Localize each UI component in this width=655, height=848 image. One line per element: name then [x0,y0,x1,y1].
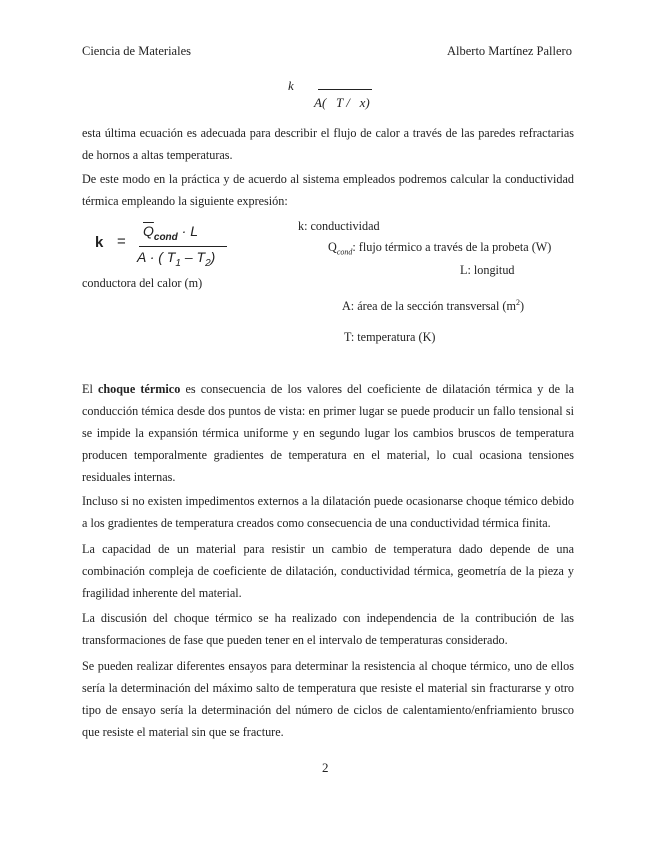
legend-l: L: longitud [460,263,515,277]
paragraph-3 [82,378,574,488]
paragraph-4: Incluso si no existen impedimentos externos a la dilatación puede ocasionarse choque témico debido a los gradientes de temperatura creados como consecuencia de una conductividad térmica finita. [82,494,574,530]
legend-a-sup: 2 [515,298,520,307]
formula-numerator [143,223,198,243]
equation-top-denominator: A( T / x) [314,95,370,110]
formula-den-sub2: 2 [205,257,211,269]
paragraph-2: De este modo en la práctica y de acuerdo al sistema empleados podremos calcular la conductividad térmica empleando la siguiente expresión: [82,172,574,208]
header-left: Ciencia de Materiales [82,44,191,58]
formula-den-a: A · ( T [137,249,176,265]
formula-den-mid: – T [180,249,206,265]
formula-denominator [137,249,215,269]
paragraph-1: esta última ecuación es adecuada para describir el flujo de calor a través de las paredes refractarias de hornos a altas temperaturas. [82,126,574,162]
conductivity-formula [95,222,230,270]
paragraph-6: La discusión del choque térmico se ha realizado con independencia de la contribución de las transformaciones de fase que pueden tener en el intervalo de temperaturas considerado. [82,611,574,647]
formula-equals: = [117,233,126,250]
equation-top-lhs: k [288,78,294,93]
legend-a [342,298,524,314]
formula-den-end: ) [210,249,216,265]
page-number: 2 [322,760,329,775]
paragraph-3-post: es consecuencia de los valores del coeficiente de dilatación térmica y de la conducción témica desde dos puntos de vista: en primer lugar se puede producir un fallo tensional si se impide la expansión térmica uniforme y en segundo lugar los cambios bruscos de temperatura producen temporalmente gradientes de temperatura en el material, lo cual ocasiona tensiones residuales internas. [82,382,574,484]
paragraph-5: La capacidad de un material para resistir un cambio de temperatura dado depende de una combinación compleja de coeficiente de dilatación, conductividad térmica, geometría de la pieza y fragilidad inherente del material. [82,542,574,600]
legend-k: k: conductividad [298,219,380,233]
formula-q: $\overline{Q}$ [143,223,154,239]
legend-t: T: temperatura (K) [344,330,436,344]
legend-q [328,240,551,256]
paragraph-3-pre: El [82,382,98,396]
formula-num-rest: · L [181,223,199,239]
legend-l-cont: conductora del calor (m) [82,276,203,290]
legend-q-rest: : flujo térmico a través de la probeta (W) [352,240,552,254]
header-right: Alberto Martínez Pallero [447,44,572,58]
formula-k: k [95,234,104,251]
legend-a-pre: A: área de la sección transversal (m [342,299,516,314]
equation-top-fraction-line [318,89,372,90]
formula-q-sub: cond [153,231,178,243]
formula-fraction-line [139,246,227,247]
legend-q-main: Q [328,240,337,254]
legend-q-sub: cond [336,247,353,257]
formula-den-sub1: 1 [175,257,181,269]
paragraph-7: Se pueden realizar diferentes ensayos para determinar la resistencia al choque térmico, uno de ellos sería la determinación del máximo salto de temperatura que resiste el material sin fracturarse y otro tipo de ensayo sería la determinación del número de ciclos de calentamiento/enfriamiento brusco que resiste el material sin que se fracture. [82,659,574,739]
paragraph-3-bold: choque térmico [97,382,181,396]
legend-a-post: ) [519,299,524,314]
